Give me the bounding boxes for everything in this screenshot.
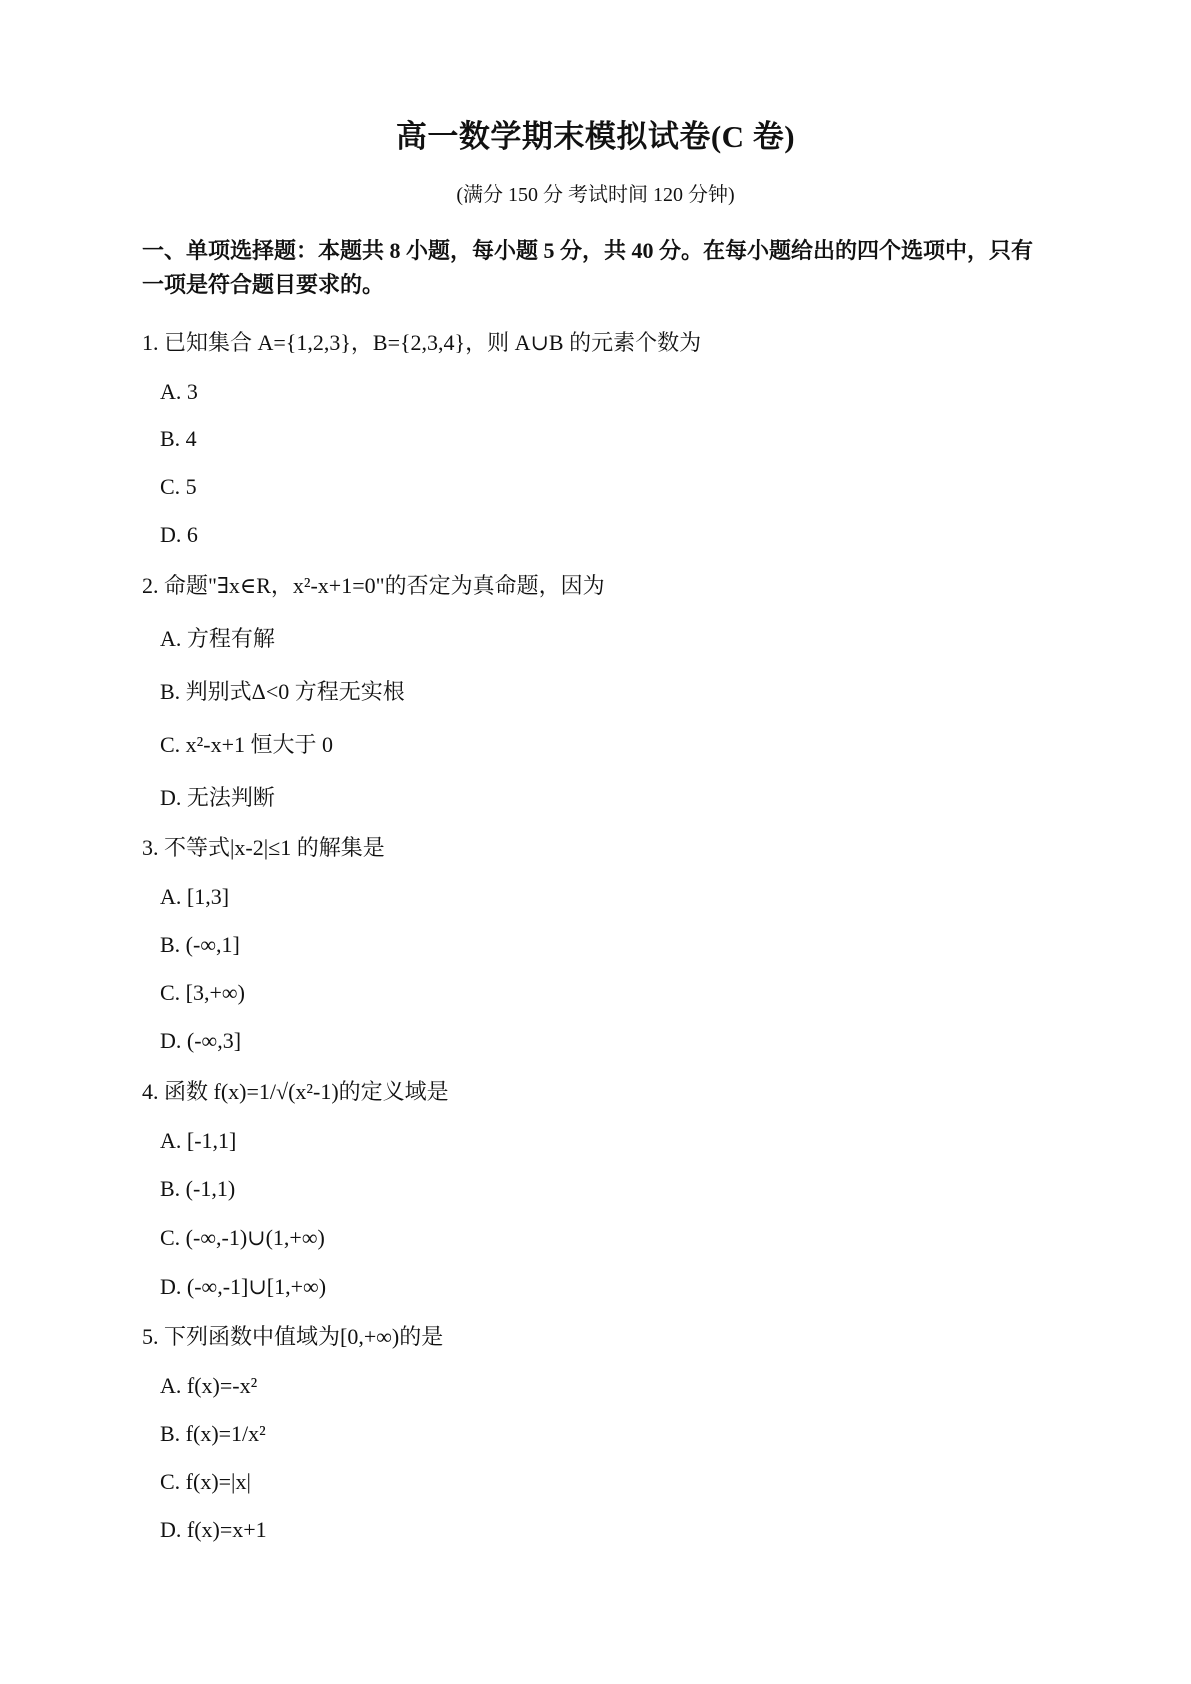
question-3-option-d: D. (-∞,3] [160,1028,242,1053]
question-3: 3. 不等式|x-2|≤1 的解集是 [142,835,385,860]
question-2-option-a: A. 方程有解 [160,626,275,651]
question-4-option-b: B. (-1,1) [160,1176,236,1201]
question-4-option-a: A. [-1,1] [160,1128,237,1153]
exam-title: 高一数学期末模拟试卷(C 卷) [395,119,796,154]
question-3-option-c: C. [3,+∞) [160,980,245,1005]
exam-subtitle: (满分 150 分 考试时间 120 分钟) [456,184,735,206]
question-1: 1. 已知集合 A={1,2,3}，B={2,3,4}，则 A∪B 的元素个数为 [142,330,702,355]
question-4-option-d: D. (-∞,-1]∪[1,+∞) [160,1274,327,1299]
section-heading: 一、单项选择题：本题共 8 小题，每小题 5 分，共 40 分。在每小题给出的四个选项中，只有一项是符合题目要求的。 [142,238,1034,297]
question-3-option-b: B. (-∞,1] [160,932,240,957]
question-2: 2. 命题"∃x∈R，x²-x+1=0"的否定为真命题，因为 [142,573,605,598]
question-1-option-b: B. 4 [160,426,197,451]
question-4-option-c: C. (-∞,-1)∪(1,+∞) [160,1225,325,1250]
question-1-option-a: A. 3 [160,379,198,404]
question-1-option-d: D. 6 [160,522,198,547]
question-5-option-d: D. f(x)=x+1 [160,1517,267,1542]
question-2-option-c: C. x²-x+1 恒大于 0 [160,732,334,757]
question-5-option-b: B. f(x)=1/x² [160,1421,266,1446]
question-4: 4. 函数 f(x)=1/√(x²-1)的定义域是 [142,1079,449,1104]
question-1-option-c: C. 5 [160,474,197,499]
question-3-option-a: A. [1,3] [160,884,230,909]
question-2-option-b: B. 判别式Δ<0 方程无实根 [160,679,405,704]
question-5: 5. 下列函数中值域为[0,+∞)的是 [142,1324,444,1349]
question-2-option-d: D. 无法判断 [160,785,275,810]
question-5-option-a: A. f(x)=-x² [160,1373,258,1398]
question-5-option-c: C. f(x)=|x| [160,1469,251,1494]
